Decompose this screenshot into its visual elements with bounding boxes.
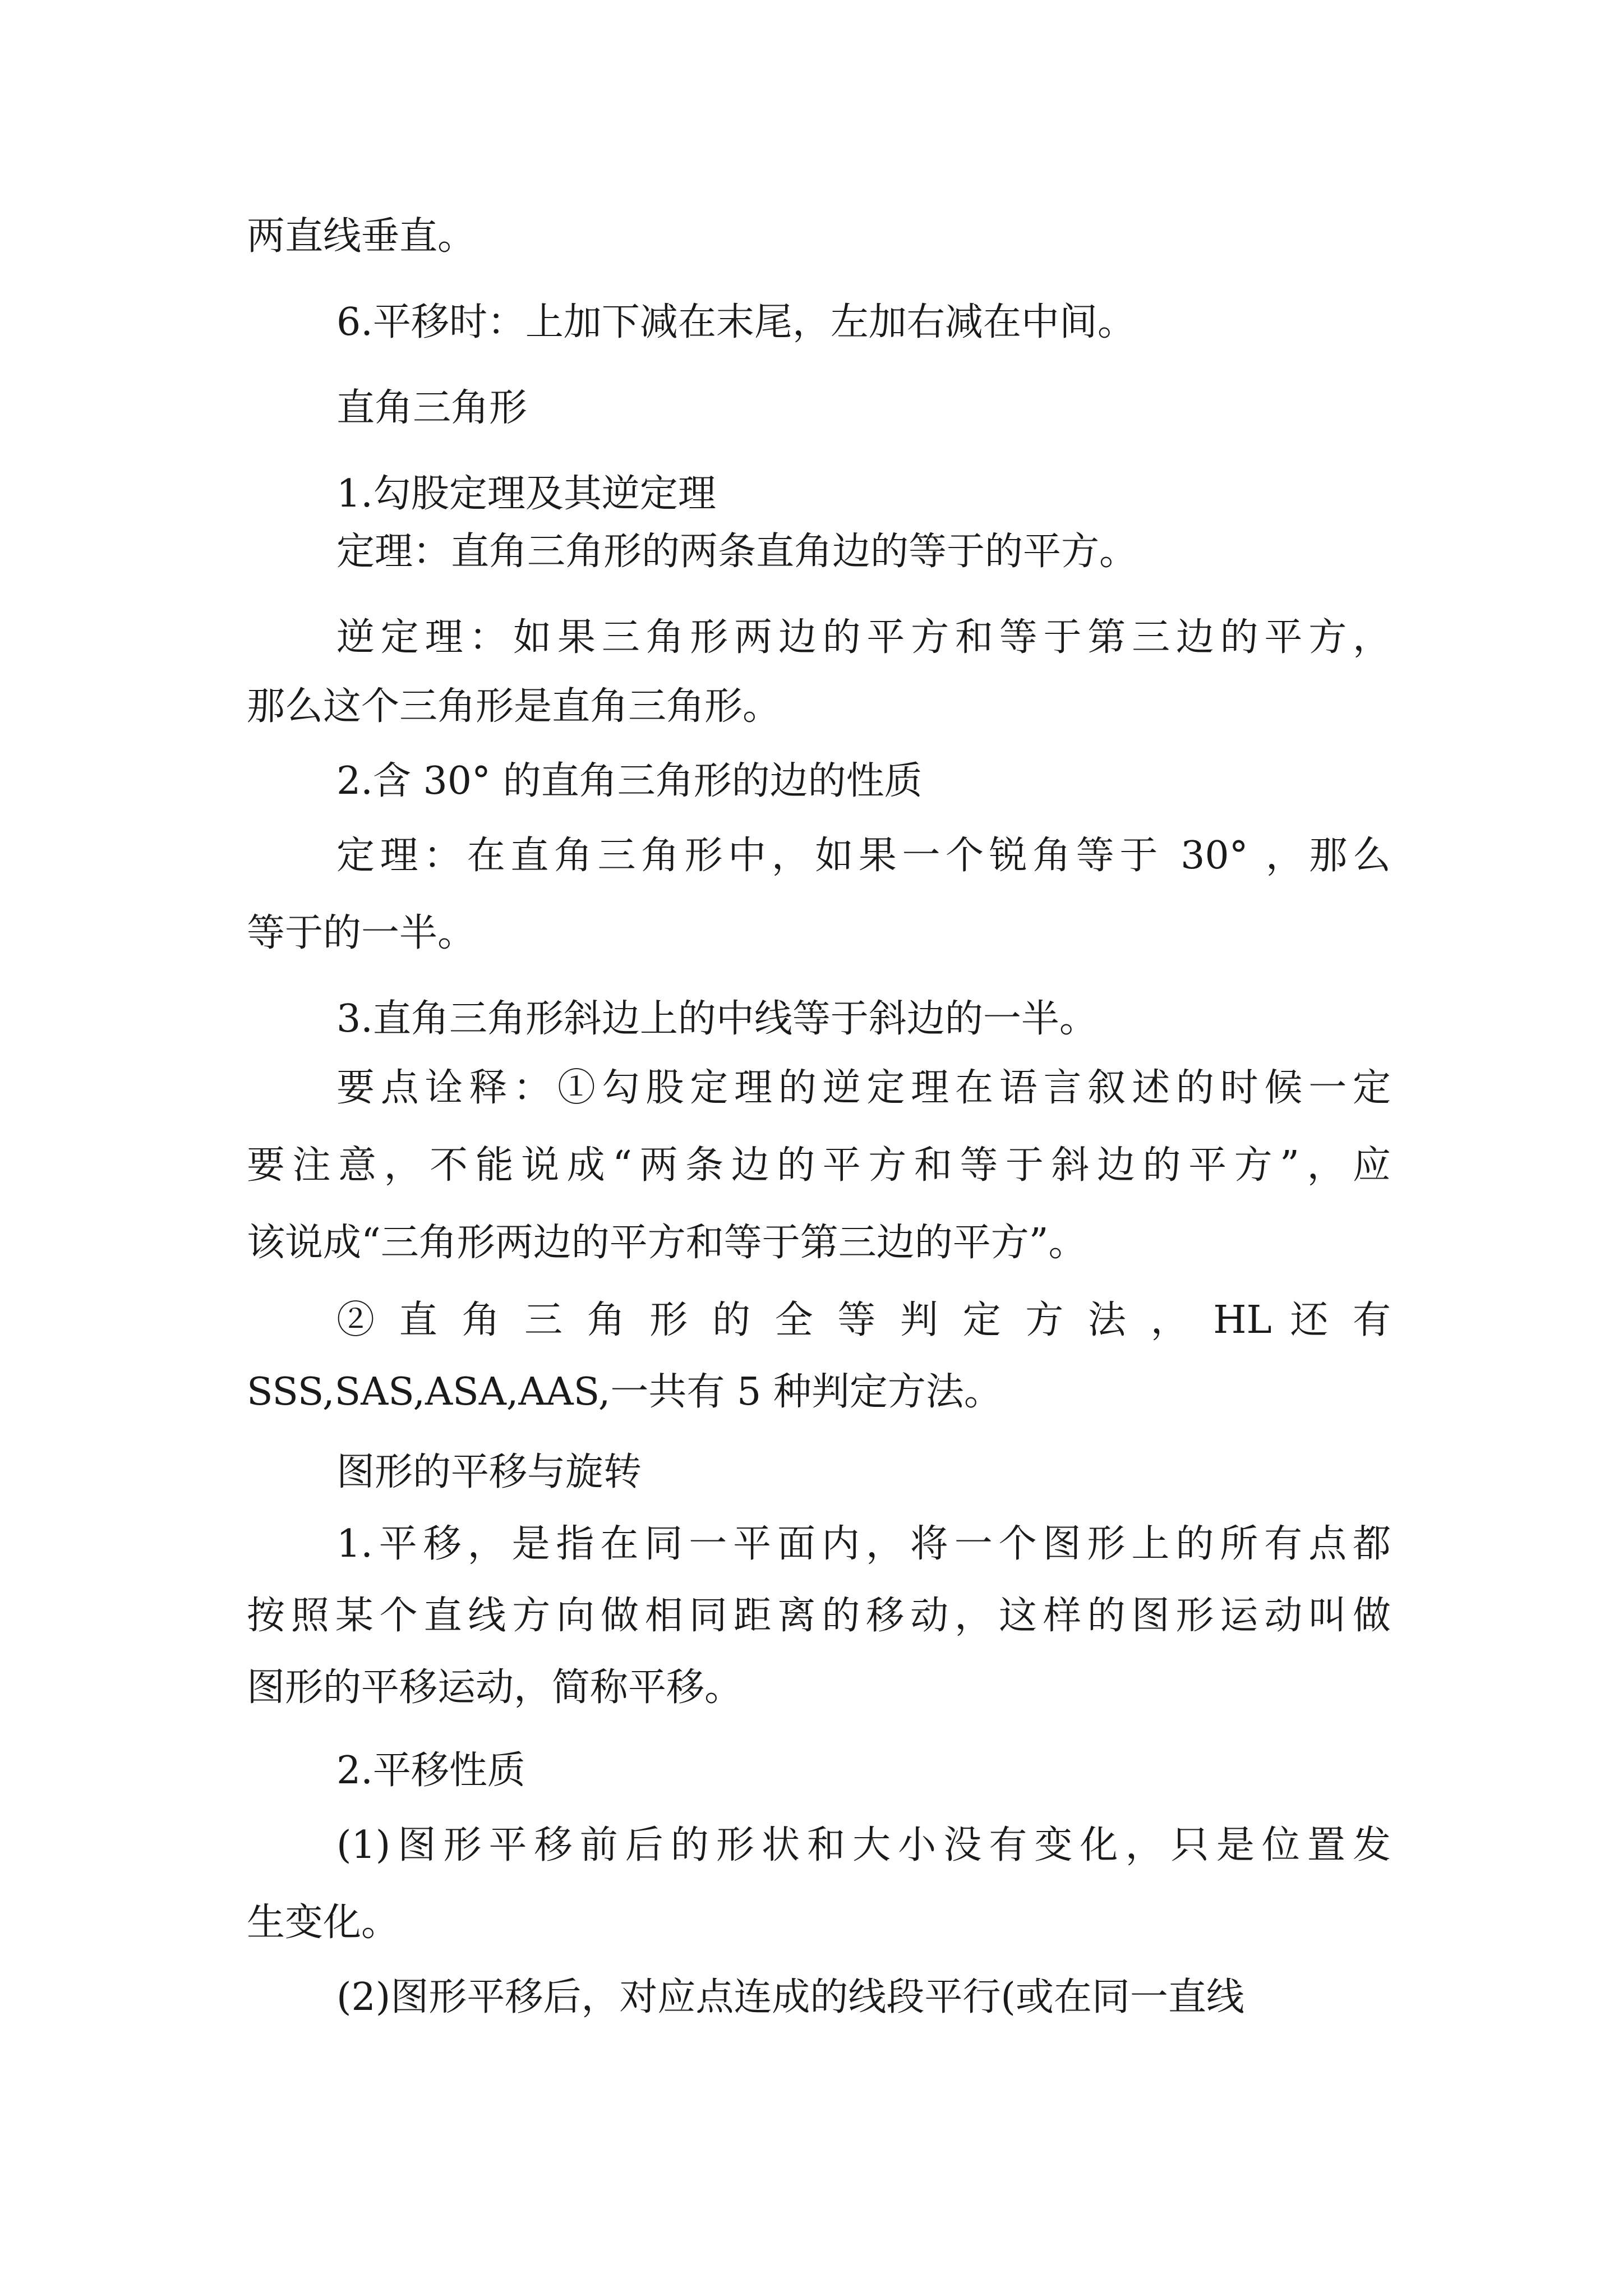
text-line: 定理：在直角三角形中，如果一个锐角等于 30° ，那么 [336,834,1391,878]
section-heading: 图形的平移与旋转 [336,1450,642,1494]
text-line: 该说成“三角形两边的平方和等于第三边的平方”。 [247,1221,1087,1265]
section-heading: 直角三角形 [336,386,528,430]
text-line: 1.平移，是指在同一平面内，将一个图形上的所有点都 [336,1522,1391,1566]
text-line: 那么这个三角形是直角三角形。 [247,684,781,729]
text-line: 逆定理：如果三角形两边的平方和等于第三边的平方， [336,615,1391,660]
text-line: 等于的一半。 [247,911,476,955]
text-line: 图形的平移运动，简称平移。 [247,1665,743,1710]
text-line: 要点诠释：①勾股定理的逆定理在语言叙述的时候一定 [336,1066,1391,1110]
text-line: 按照某个直线方向做相同距离的移动，这样的图形运动叫做 [247,1594,1391,1638]
text-line: 6.平移时：上加下减在末尾，左加右减在中间。 [336,300,1136,344]
text-line: 1.勾股定理及其逆定理 [336,472,716,516]
text-line: 生变化。 [247,1901,400,1945]
text-line: SSS,SAS,ASA,AAS,一共有 5 种判定方法。 [247,1370,1002,1414]
text-line: 3.直角三角形斜边上的中线等于斜边的一半。 [336,997,1098,1041]
text-line: 两直线垂直。 [247,214,476,259]
text-line: 2.平移性质 [336,1749,525,1793]
text-line: 2.含 30° 的直角三角形的边的性质 [336,759,923,803]
text-line: (2)图形平移后，对应点连成的线段平行(或在同一直线 [336,1975,1244,2019]
text-line: ② 直 角 三 角 形 的 全 等 判 定 方 法 ， HL 还 有 [336,1298,1391,1342]
text-line: 要注意，不能说成“两条边的平方和等于斜边的平方”，应 [247,1143,1391,1188]
text-line: 定理：直角三角形的两条直角边的等于的平方。 [336,530,1138,574]
text-line: (1)图形平移前后的形状和大小没有变化，只是位置发 [336,1823,1391,1867]
